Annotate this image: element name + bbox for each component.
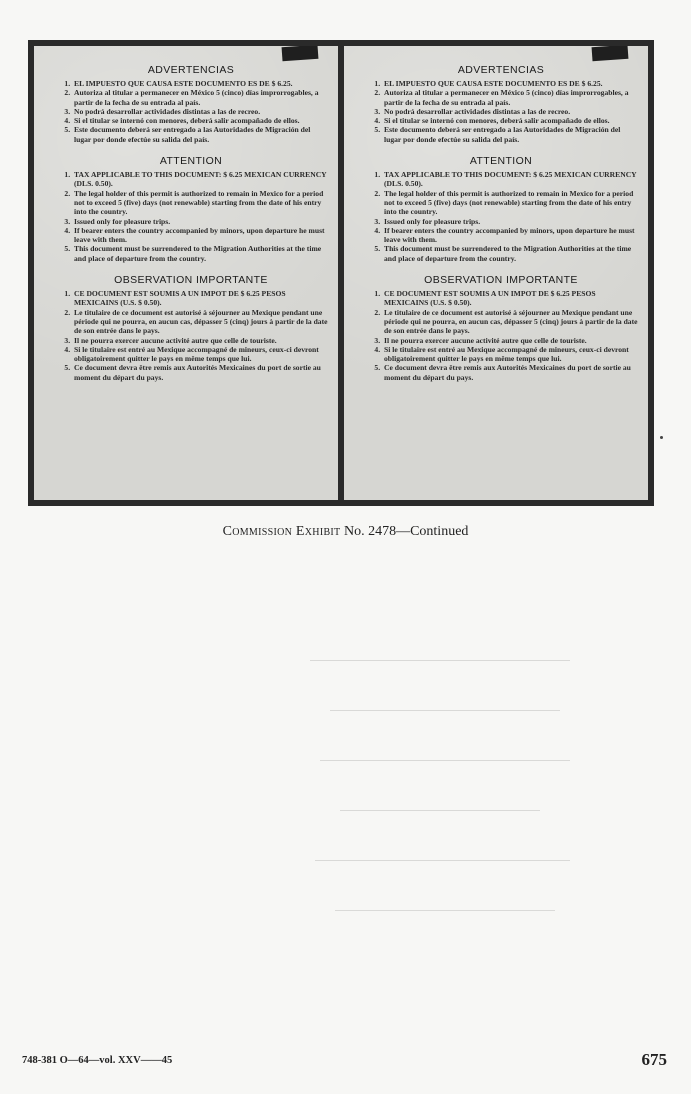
list-item: 1. EL IMPUESTO QUE CAUSA ESTE DOCUMENTO ES DE $ 6.25. xyxy=(72,79,328,88)
speck xyxy=(660,436,663,439)
list-item: 1. TAX APPLICABLE TO THIS DOCUMENT: $ 6.25 MEXICAN CURRENCY (DLS. 0.50). xyxy=(382,170,638,189)
list-item: 4. Si el titular se internó con menores, deberá salir acompañado de ellos. xyxy=(382,116,638,125)
list-item: 3. Il ne pourra exercer aucune activité autre que celle de touriste. xyxy=(72,336,328,345)
section-heading: ADVERTENCIAS xyxy=(147,64,235,76)
list-item: 5. Este documento deberá ser entregado a las Autoridades de Migración del lugar por donde efectúe su salida del país. xyxy=(382,125,638,144)
tourist-card-left xyxy=(34,46,338,500)
page-number: 675 xyxy=(641,1050,667,1069)
document-photograph xyxy=(28,40,654,506)
section-heading: ATTENTION xyxy=(469,155,533,168)
list-item: 5. Este documento deberá ser entregado a las Autoridades de Migración del lugar por donde efectúe su salida del país. xyxy=(72,125,328,144)
list-item: 3. No podrá desarrollar actividades distintas a las de recreo. xyxy=(72,107,328,116)
list-item: 4. Si el titular se internó con menores, deberá salir acompañado de ellos. xyxy=(72,116,328,125)
section-heading: ATTENTION xyxy=(159,155,223,168)
tape-mark xyxy=(592,46,629,61)
caption-label: Commission Exhibit xyxy=(222,524,341,539)
tourist-card-right xyxy=(344,46,648,500)
list-item: 2. The legal holder of this permit is authorized to remain in Mexico for a period not to exceed 5 (five) days (not renewable) starting from the date of his entry into the country. xyxy=(72,189,328,217)
tape-mark xyxy=(282,46,319,61)
list-item: 1. EL IMPUESTO QUE CAUSA ESTE DOCUMENTO ES DE $ 6.25. xyxy=(382,79,638,88)
list-item: 5. This document must be surrendered to the Migration Authorities at the time and place of departure from the country. xyxy=(72,244,328,263)
exhibit-caption xyxy=(0,524,691,540)
list-item: 5. This document must be surrendered to the Migration Authorities at the time and place of departure from the country. xyxy=(382,244,638,263)
list-item: 2. Autoriza al titular a permanecer en México 5 (cinco) días improrrogables, a partir de la fecha de su entrada al país. xyxy=(382,88,638,107)
list-item: 3. Il ne pourra exercer aucune activité autre que celle de touriste. xyxy=(382,336,638,345)
list-item: 4. Si le titulaire est entré au Mexique accompagné de mineurs, ceux-ci devront obligatoirement quitter le pays en même temps que lui. xyxy=(72,345,328,364)
list-item: 2. Autoriza al titular a permanecer en México 5 (cinco) días improrrogables, a partir de la fecha de su entrada al país. xyxy=(72,88,328,107)
section-list xyxy=(364,289,638,382)
list-item: 4. If bearer enters the country accompanied by minors, upon departure he must leave with them. xyxy=(72,226,328,245)
list-item: 5. Ce document devra être remis aux Autorités Mexicaines du port de sortie au moment du départ du pays. xyxy=(382,363,638,382)
list-item: 2. Le titulaire de ce document est autorisé à séjourner au Mexique pendant une période qui ne pourra, en aucun cas, dépasser 5 (cinq) jours à partir de la date de son entrée dans le pays. xyxy=(382,308,638,336)
section-heading: OBSERVATION IMPORTANTE xyxy=(114,274,268,287)
list-item: 1. CE DOCUMENT EST SOUMIS A UN IMPOT DE $ 6.25 PESOS MEXICAINS (U.S. $ 0.50). xyxy=(72,289,328,308)
caption-number: No. 2478—Continued xyxy=(340,524,469,539)
section-list xyxy=(54,170,328,263)
section-list xyxy=(364,170,638,263)
list-item: 3. No podrá desarrollar actividades distintas a las de recreo. xyxy=(382,107,638,116)
section-list xyxy=(54,79,328,144)
list-item: 2. The legal holder of this permit is authorized to remain in Mexico for a period not to exceed 5 (five) days (not renewable) starting from the date of his entry into the country. xyxy=(382,189,638,217)
list-item: 4. If bearer enters the country accompanied by minors, upon departure he must leave with them. xyxy=(382,226,638,245)
list-item: 4. Si le titulaire est entré au Mexique accompagné de mineurs, ceux-ci devront obligatoirement quitter le pays en même temps que lui. xyxy=(382,345,638,364)
section-heading: OBSERVATION IMPORTANTE xyxy=(424,274,578,287)
section-list xyxy=(54,289,328,382)
list-item: 5. Ce document devra être remis aux Autorités Mexicaines du port de sortie au moment du départ du pays. xyxy=(72,363,328,382)
list-item: 3. Issued only for pleasure trips. xyxy=(72,217,328,226)
list-item: 3. Issued only for pleasure trips. xyxy=(382,217,638,226)
print-code: 748-381 O—64—vol. XXV——45 xyxy=(22,1055,173,1066)
bleed-through-shadow xyxy=(300,640,600,970)
list-item: 1. CE DOCUMENT EST SOUMIS A UN IMPOT DE $ 6.25 PESOS MEXICAINS (U.S. $ 0.50). xyxy=(382,289,638,308)
list-item: 2. Le titulaire de ce document est autorisé à séjourner au Mexique pendant une période qui ne pourra, en aucun cas, dépasser 5 (cinq) jours à partir de la date de son entrée dans le pays. xyxy=(72,308,328,336)
list-item: 1. TAX APPLICABLE TO THIS DOCUMENT: $ 6.25 MEXICAN CURRENCY (DLS. 0.50). xyxy=(72,170,328,189)
section-heading: ADVERTENCIAS xyxy=(457,64,545,76)
section-list xyxy=(364,79,638,144)
